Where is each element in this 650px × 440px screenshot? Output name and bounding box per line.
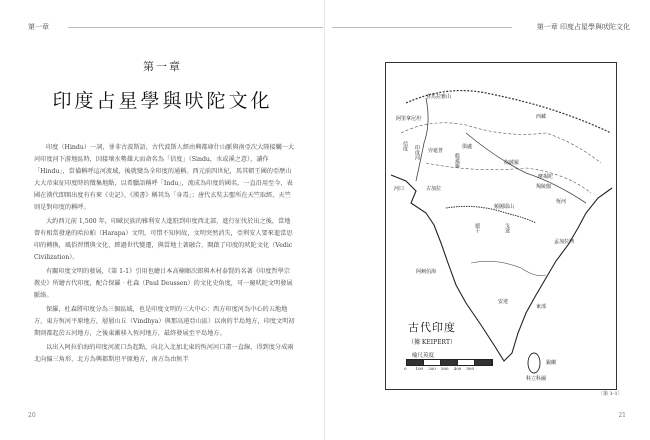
label-gujarat: 古加拉 [426, 186, 442, 192]
region-boundary [426, 163, 591, 193]
label-tibet: 西藏 [536, 114, 547, 120]
scale-tick: 300 [440, 366, 449, 371]
label-western: 東部 [536, 304, 547, 310]
paragraph: 以出入阿拉伯海的印度河流口為起點，向北入北加北東的恆河河口畫一直線，得到度分成兩北向偏三角形，北方為興都斯坦平原地方，南方為由無半 [34, 344, 294, 363]
label-kuru: 俱盧 [462, 144, 473, 150]
scale-tick: 400 [453, 366, 462, 371]
label-kashmir: 阿里拿尼坦 [396, 116, 422, 122]
label-punjab: 旁遮普 [428, 148, 444, 154]
scale-tick: 200 [428, 366, 436, 371]
paragraph: 大約西元前 1,500 年，印歐民族的雅利安人進駐到印度西北部，進行征伐於出之後，當地曾有相當發達的哈拉帕（Harapa）文明，可惜不知何故，文明突然消失，亞利安人要來進當思印的轉換，風俗習慣與文化，經過世代變遷，與當地土著融合，開啟了印度的吠陀文化（Vedic Civilization）。 [34, 218, 293, 261]
label-himalaya: 喜馬拉雅山 [426, 94, 452, 100]
region-boundary [401, 123, 601, 163]
godavari-river [471, 261, 546, 275]
running-header-left: 第一章 [28, 23, 49, 31]
ancient-india-map [385, 62, 617, 390]
label-ganges: 恆河 [556, 199, 567, 205]
scale-tick: 0 [404, 366, 407, 371]
ceylon-island [528, 353, 540, 373]
label-kosala: 拘薩羅 [504, 160, 520, 166]
label-river-mouth: 河口 [394, 186, 405, 192]
label-magadha: 摩揭陀 [538, 174, 554, 180]
label-sindh: 信度 [402, 141, 408, 151]
chapter-label: 第一章 [143, 60, 182, 73]
scale-tick: 100 [415, 366, 424, 371]
chapter-title: 印度占星學與吠陀文化 [52, 90, 273, 112]
page-number-right: 21 [618, 412, 626, 419]
scale-title: 喻尺英度 [412, 353, 435, 359]
page-number-left: 20 [28, 412, 36, 419]
scale-segment [424, 360, 441, 365]
scale-bar [406, 359, 493, 366]
scale-tick: 500 [466, 366, 475, 371]
figure-caption: 〔第 1-1〕 [598, 391, 623, 397]
running-header-right: 第一章 印度占星學與吠陀文化 [536, 23, 630, 31]
map-title: 古代印度 [408, 321, 456, 334]
label-bay: 孟加拉灣 [554, 239, 575, 245]
scale-ticks [404, 366, 514, 371]
label-andhra: 安達 [498, 299, 509, 305]
scale-segment [407, 360, 424, 365]
label-vindhya: 頻闍耶山 [494, 204, 515, 210]
label-south: 科立科爾 [526, 376, 547, 382]
label-kalinga: 羯陵伽 [536, 184, 552, 190]
scale-segment [441, 360, 458, 365]
paragraph: 有關印度文明的發展，《第 1-1》引用也繪日本高楠順次郎與木村泰賢的名著《印度哲學宗教史》所繪古代印度，配合保羅‧杜森（Paul Deussen）的文化史角度，可一窺吠陀文明發展脈絡。 [34, 268, 293, 299]
label-indus: 印度河 [414, 145, 420, 160]
paragraph: 印度（Hindu）一詞，並非古波斯語，古代波斯人經由興都庫什山脈與南亞次大陸接觸一大河印度河下游地區時，因接壤水勢雄大而命名為「信度」（Sindu，水或溪之意），讀作「Hindu」，當備稱呼這河流域，後就變為全印度的通稱。西元前四世紀，馬其頓王國的亞歷山大大帝東征印度時的徵集地點，以希臘語稱呼「Indu」，流成為印度的國名，一直沿用至今，表國在漢代即開出度有有來《史記》、《漢書》稱其為「身毒」；唐代玄奘去聖所在天竺取經，天竺則是對印度的稱呼。 [34, 144, 295, 211]
scale-segment [475, 360, 492, 365]
paragraph: 保羅，杜森將印度分為三個區域，也是印度文明的三大中心：西方印度河為中心的五地地方，東方恆河平原地方，層層山丘（Vindhya）與那高遠亞山區）以南的半島地方，印度文明初期則都起於五河地方，之後東漸移入恆河地方，最終發展至平島地方。 [34, 306, 295, 337]
label-ceylon: 錫蘭 [546, 360, 557, 366]
indus-river [416, 98, 428, 181]
label-godavari: 戈達 [504, 223, 510, 233]
map-subtitle: （據 KEIPERT） [408, 339, 456, 346]
label-deccan: 德干 [474, 223, 480, 233]
label-panchala: 般遮羅 [454, 153, 460, 168]
scale-segment [458, 360, 475, 365]
body-text [34, 142, 296, 368]
label-arabian-sea: 阿剌伯海 [416, 269, 437, 275]
vindhya-range [446, 206, 536, 223]
